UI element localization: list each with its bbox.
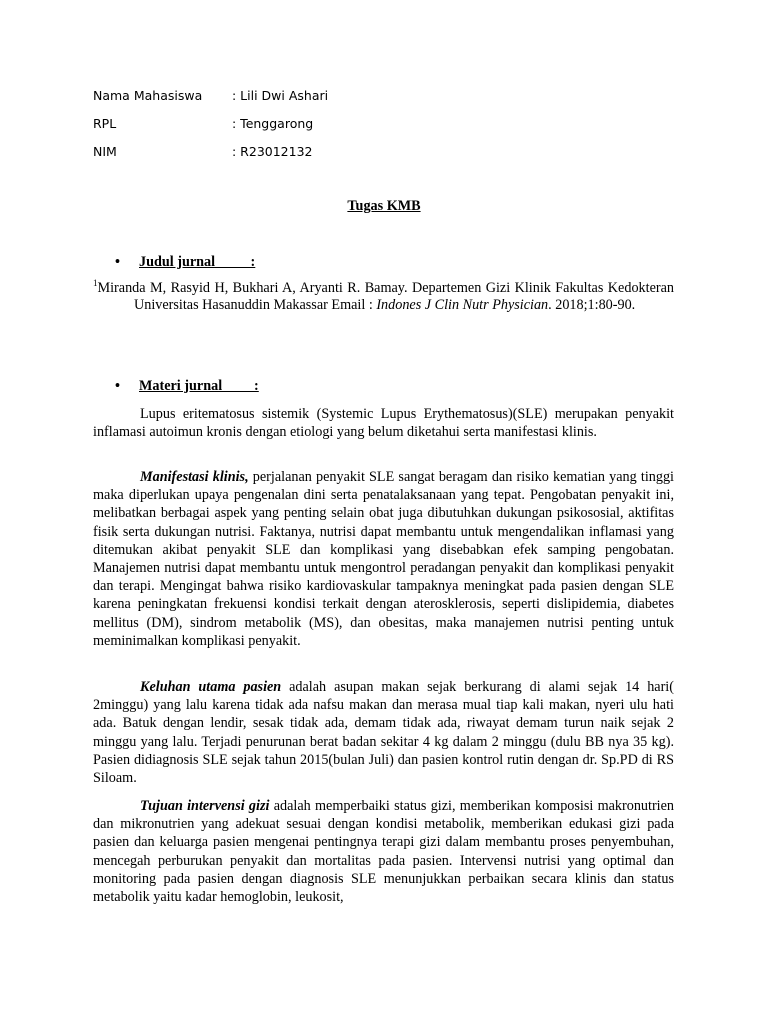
reference-superscript: 1 bbox=[93, 278, 98, 288]
judul-jurnal-label: Judul jurnal : bbox=[139, 254, 256, 270]
keyword-manifestasi-klinis: Manifestasi klinis, bbox=[140, 469, 249, 485]
keyword-keluhan-utama: Keluhan utama pasien bbox=[140, 679, 282, 695]
paragraph-sle-definition bbox=[93, 405, 674, 441]
reference-citation: . 2018;1:80-90. bbox=[548, 297, 636, 313]
rpl-label: RPL bbox=[93, 116, 117, 131]
paragraph-tujuan-intervensi bbox=[93, 797, 674, 906]
nim-label: NIM bbox=[93, 144, 117, 159]
paragraph-text: adalah memperbaiki status gizi, memberikan komposisi makronutrien dan mikronutrien yang adekuat sesuai dengan kondisi metabolik, memberikan edukasi gizi pada pasien dan keluarga pasien mengenai pentingnya terapi gizi dalam membantu proses penyembuhan, mencegah perburukan penyakit dan mortalitas pada pasien. Intervensi nutrisi yang optimal dan monitoring pada pasien dengan diagnosis SLE menunjukkan perbaikan secara klinis dan status metabolik yaitu kadar hemoglobin, leukosit, bbox=[93, 798, 675, 906]
paragraph-text: perjalanan penyakit SLE sangat beragam dan risiko kematian yang tinggi maka diperlukan upaya pengenalan dini serta penatalaksanaan yang tepat. Pengobatan penyakit ini, melibatkan berbagai aspek yang penting selain obat juga dibutuhkan dukungan psikososial, aktifitas fisik serta dukungan nutrisi. Faktanya, nutrisi dapat membantu untuk mengendalikan inflamasi yang ditemukan akibat penyakit SLE dan komplikasi yang disebabkan efek samping pengobatan. Manajemen nutrisi dapat membantu untuk mengontrol peradangan penyakit dan komplikasi penyakit dan terapi. Mengingat bahwa risiko kardiovaskular tampaknya meningkat pada pasien dengan SLE karena peningkatan frekuensi kondisi terkait dengan aterosklerosis, seperti dislipidemia, diabetes mellitus (DM), sindrom metabolik (MS), dan obesitas, maka manajemen nutrisi penting untuk meminimalkan komplikasi penyakit. bbox=[93, 469, 674, 649]
reference-authors: Miranda M, Rasyid H, Bukhari A, Aryanti R. Bamay. Departemen Gizi Klinik Fakultas Kedokteran Universitas Hasanuddin Makassar Email : bbox=[97, 280, 674, 313]
keyword-tujuan-intervensi: Tujuan intervensi gizi bbox=[140, 798, 270, 814]
nim-value: : R23012132 bbox=[232, 144, 313, 159]
paragraph-text: Lupus eritematosus sistemik (Systemic Lupus Erythematosus)(SLE) merupakan penyakit inflamasi autoimun kronis dengan etiologi yang belum diketahui serta manifestasi klinis. bbox=[93, 406, 674, 441]
bullet-icon: • bbox=[115, 378, 120, 394]
paragraph-keluhan-utama bbox=[93, 678, 674, 787]
nim-row bbox=[93, 144, 313, 160]
student-name-label: Nama Mahasiswa bbox=[93, 88, 203, 103]
rpl-value: : Tenggarong bbox=[232, 116, 314, 131]
reference-journal-name: Indones J Clin Nutr Physician bbox=[376, 297, 549, 313]
document-title: Tugas KMB bbox=[347, 198, 421, 214]
materi-jurnal-label: Materi jurnal : bbox=[139, 378, 259, 394]
journal-reference bbox=[93, 280, 674, 314]
student-name-value: : Lili Dwi Ashari bbox=[232, 88, 329, 103]
rpl-row bbox=[93, 116, 314, 132]
paragraph-text: adalah asupan makan sejak berkurang di alami sejak 14 hari( 2minggu) yang lalu karena tidak ada nafsu makan dan merasa mual tiap kali makan, nyeri ulu hati ada. Batuk dengan lendir, sesak tidak ada, demam tidak ada, riwayat demam turun naik sejak 2 minggu yang lalu. Terjadi penurunan berat badan sekitar 4 kg dalam 2 minggu (dulu BB nya 35 kg). Pasien didiagnosis SLE sejak tahun 2015(bulan Juli) dan pasien kontrol rutin dengan dr. Sp.PD di RS Siloam. bbox=[93, 679, 674, 787]
bullet-icon: • bbox=[115, 254, 120, 270]
student-name-row bbox=[93, 88, 329, 104]
paragraph-manifestasi-klinis bbox=[93, 468, 674, 650]
